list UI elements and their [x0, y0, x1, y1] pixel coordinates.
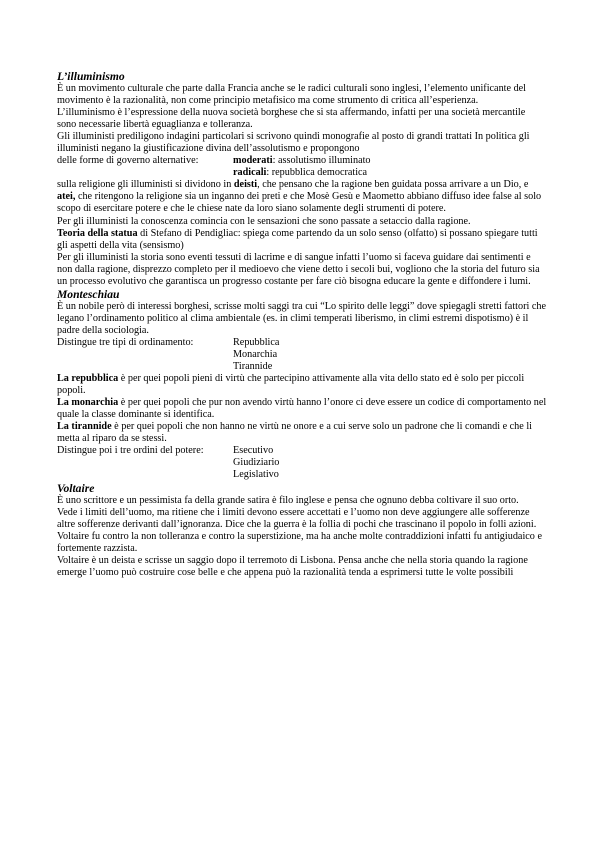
section-title-illuminismo: L’illuminismo: [57, 70, 125, 83]
document-page: [57, 70, 547, 579]
ordinamento-item: Repubblica: [233, 336, 280, 348]
term-tirannide: La tirannide: [57, 421, 112, 433]
paragraph: È uno scrittore e un pessimista fa della grande satira è filo inglese e pensa che ognuno debba coltivare il suo orto.: [57, 494, 519, 506]
government-form-desc: : repubblica democratica: [266, 167, 368, 179]
ordinamento-item: Tirannide: [233, 361, 273, 373]
paragraph: Gli illuministi prediligono indagini particolari si scrivono quindi monografie al posto di grandi trattati In politica gli illuministi negano la giustificazione divina dell’assolutismo e propongono: [57, 131, 530, 155]
government-forms-label: delle forme di governo alternative:: [57, 155, 199, 167]
paragraph: Per gli illuministi la storia sono eventi tessuti di lacrime e di sangue infatti l’uomo si faceva guidare dai sentimenti e non dalla ragione, disprezzo completo per il medioevo che viene detto i secoli bui, vogliono che la storia del futuro sia un processo evolutivo che garantisca un progresso costante per fare ciò bisogna educare la gente e diffondere i lumi.: [57, 251, 540, 287]
text-run: è per quei popoli che non hanno ne virtù ne onore e a cui serve solo un padrone che li comandi e che li metta al riparo da se stessi.: [57, 421, 532, 445]
poteri-row: [57, 445, 547, 457]
text-run: è per quei popoli che pur non avendo virtù hanno l’onore ci deve essere un codice di comportamento nel quale la classe dominante si identifica.: [57, 397, 547, 421]
paragraph: Vede i limiti dell’uomo, ma ritiene che i limiti devono essere accettati e l’uomo non deve aggiungere alle sofferenze altre sofferenze derivanti dall’ignoranza. Dice che la guerra è la follia di pochi che trascinano il popolo in folli azioni.: [57, 506, 537, 530]
government-form-desc: : assolutismo illuminato: [272, 155, 371, 167]
paragraph-repubblica: [57, 373, 547, 397]
government-forms-row: [57, 155, 547, 167]
government-form-item: [233, 155, 547, 167]
text-run: sulla religione gli illuministi si dividono in: [57, 179, 234, 191]
ordinamenti-row: [57, 337, 547, 349]
paragraph: È un movimento culturale che parte dalla Francia anche se le radici culturali sono inglesi, l’elemento unificante del movimento è la razionalità, non come principio metafisico ma come strumento di critica all’esperienza.: [57, 83, 527, 107]
potere-item: Giudiziario: [233, 457, 280, 469]
paragraph: Per gli illuministi la conoscenza comincia con le sensazioni che sono passate a setaccio dalla ragione.: [57, 215, 471, 227]
term-teoria-statua: Teoria della statua: [57, 227, 138, 239]
potere-item: Esecutivo: [233, 445, 274, 457]
paragraph-tirannide: [57, 421, 547, 445]
text-run: , che pensano che la ragione ben guidata possa arrivare a un Dio, e: [257, 179, 529, 191]
text-run: che ritengono la religione sia un inganno dei preti e che Mosè Gesù e Maometto abbiano diffuso idee false al solo scopo di esercitare potere e che le chiese nate da loro siano solamente degli strumenti di potere.: [57, 191, 542, 215]
paragraph-monarchia: [57, 397, 547, 421]
government-form-term: moderati: [233, 155, 273, 167]
text-run: è per quei popoli pieni di virtù che partecipino attivamente alla vita dello stato ed è solo per piccoli popoli.: [57, 373, 525, 397]
term-deisti: deisti: [233, 179, 258, 191]
ordinamenti-label: Distingue tre tipi di ordinamento:: [57, 336, 194, 348]
section-title-voltaire: Voltaire: [57, 481, 95, 495]
paragraph: L’illuminismo è l’espressione della nuova società borghese che si sta affermando, infatti per una società mercantile sono necessarie libertà eguaglianza e tolleranza.: [57, 107, 526, 131]
section-title-monteschiau: Monteschiau: [57, 287, 120, 301]
term-repubblica: La repubblica: [57, 373, 119, 385]
potere-item: Legislativo: [233, 469, 279, 481]
paragraph-statua: [57, 228, 547, 252]
government-form-term: radicali: [233, 167, 267, 179]
government-form-item: [57, 167, 547, 179]
term-atei: atei,: [57, 191, 76, 203]
ordinamento-item: Monarchia: [233, 348, 278, 360]
paragraph: Voltaire è un deista e scrisse un saggio dopo il terremoto di Lisbona. Pensa anche che nella storia quando la ragione emerge l’uomo può costruire cose belle e che appena può la razionalità tenda a esprimersi tutte le volte possibili: [57, 554, 528, 578]
paragraph-religion: [57, 179, 547, 215]
poteri-label: Distingue poi i tre ordini del potere:: [57, 445, 204, 457]
paragraph: È un nobile però di interessi borghesi, scrisse molti saggi tra cui “Lo spirito delle leggi” dove spiegagli stretti fattori che legano l’ordinamento politico al clima ambientale (es. in climi temperati liberismo, in climi estremi dispotismo) è il padre della sociologia.: [57, 300, 546, 336]
paragraph: Voltaire fu contro la non tolleranza e contro la superstizione, ma ha anche molte contraddizioni infatti fu antigiudaico e fortemente razzista.: [57, 530, 542, 554]
term-monarchia: La monarchia: [57, 397, 119, 409]
text-run: di Stefano di Pendigliac: spiega come partendo da un solo senso (olfatto) si possano spiegare tutti gli aspetti della vita (sensismo): [57, 227, 538, 251]
